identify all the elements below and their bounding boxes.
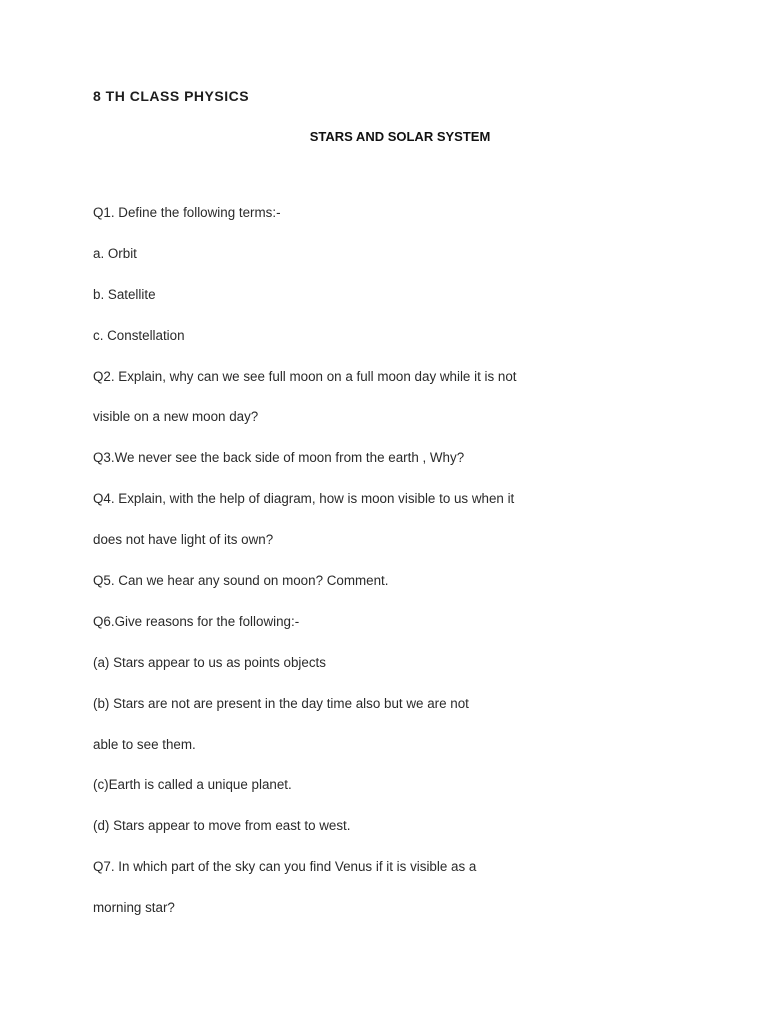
question-line: morning star?: [93, 900, 175, 916]
question-line: Q2. Explain, why can we see full moon on a full moon day while it is not: [93, 368, 517, 384]
chapter-title: STARS AND SOLAR SYSTEM: [309, 129, 491, 144]
question-line: (a) Stars appear to us as points objects: [93, 654, 326, 670]
question-line: able to see them.: [93, 736, 196, 752]
question-line: Q6.Give reasons for the following:-: [93, 613, 300, 629]
class-heading: 8 TH CLASS PHYSICS: [93, 88, 250, 104]
question-line: Q3.We never see the back side of moon from the earth , Why?: [93, 450, 465, 466]
question-line: b. Satellite: [93, 286, 156, 302]
question-line: Q7. In which part of the sky can you find Venus if it is visible as a: [93, 859, 477, 875]
question-line: Q1. Define the following terms:-: [93, 205, 281, 220]
question-line: (d) Stars appear to move from east to west.: [93, 818, 351, 834]
question-line: Q4. Explain, with the help of diagram, how is moon visible to us when it: [93, 491, 515, 507]
question-line: (b) Stars are not are present in the day time also but we are not: [93, 695, 469, 711]
question-line: c. Constellation: [93, 327, 185, 343]
question-list: [93, 204, 733, 940]
question-line: Q5. Can we hear any sound on moon? Comment.: [93, 573, 389, 589]
question-line: (c)Earth is called a unique planet.: [93, 777, 292, 793]
question-line: a. Orbit: [93, 245, 137, 261]
question-line: does not have light of its own?: [93, 532, 274, 548]
question-line: visible on a new moon day?: [93, 409, 259, 425]
